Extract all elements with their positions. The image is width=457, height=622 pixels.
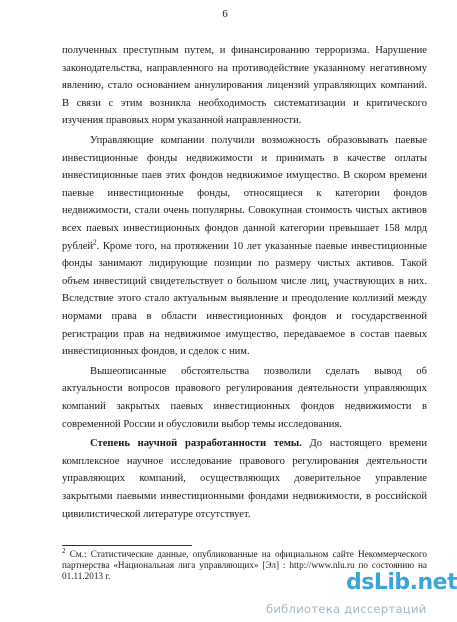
line-text: В связи с этим возникла необходимость систематизации и критического [62,97,427,109]
text-line [62,204,427,218]
footnote-line [62,546,427,560]
line-text: инвестиционных фондов, и сделок с ним. [62,346,250,358]
line-text: паевые инвестиционные фонды, относящиеся к категории фондов [62,187,427,199]
text-line [62,79,427,93]
line-text: закрытыми паевыми инвестиционными фондами недвижимости, в российской [62,491,427,502]
footnote-line: партнерства «Национальная лига управляющих» [Эл] : http://www.nlu.ru по состоянию на [62,560,427,570]
text-line [62,418,342,432]
line-text: . Кроме того, на протяжении 10 лет указанные паевые инвестиционные [96,240,427,252]
text-line [62,472,427,486]
line-text: полученных преступным путем, и финансированию терроризма. Нарушение [62,45,427,56]
text-line [62,187,427,201]
text-line [62,400,427,414]
line-text: регистрации прав на недвижимое имущество, передаваемое в состав паевых [62,328,427,340]
line-text: комплексное научное исследование правового регулирования деятельности [62,455,427,467]
line-text: актуальности вопросов правового регулирования деятельности управляющих [62,383,427,395]
line-text: цивилистической литературе отсутствует. [62,508,251,520]
text-line [62,152,427,166]
line-text: недвижимости, стали очень популярны. Совокупная стоимость чистых активов [62,205,427,217]
text-line [62,328,427,342]
text-line [62,97,427,111]
line-text: современной России и обусловили выбор темы исследования. [62,418,342,430]
footnote-text: См.: Статистические данные, опубликованные на официальном сайте Некоммерческого [65,549,427,559]
watermark [246,570,457,620]
line-text: компаний закрытых паевых инвестиционных фондов недвижимости в [62,401,427,412]
page-number: 6 [222,8,228,20]
text-line [90,365,427,379]
line-text: явлению, стало основанием аннулирования лицензий управляющих компаний. [62,80,427,92]
watermark-subtitle: библиотека диссертаций [266,602,427,616]
text-line [62,292,427,306]
text-line [62,490,427,504]
line-text: рублей [62,240,94,252]
text-line [62,44,427,58]
line-text: инвестиционные паев этих фондов недвижимое имущество. В скором времени [62,170,427,182]
footnote-mark: 2 [62,546,66,555]
line-text: инвестиционные фонды недвижимости и принимать в качестве оплаты [62,152,427,164]
line-text: Вышеописанные обстоятельства позволили сделать вывод об [90,365,427,377]
footnote-reference: 2 [93,238,97,247]
text-line [62,345,250,359]
text-line [62,508,250,522]
footnote-divider [62,545,192,546]
line-text: изучения правовых норм указанной направленности. [62,115,302,127]
text-line [62,222,427,236]
line-text: всех паевых инвестиционных фондов данной категории превышает 158 млрд [62,223,427,234]
line-text: управляющих компаний, осуществляющих доверительное управление [62,473,427,485]
line-text: законодательства, направленного на противодействие указанному негативному [62,62,427,74]
section-heading: Степень научной разработанности темы. [90,438,302,450]
text-line [90,437,427,451]
line-text: объем инвестиций свидетельствует о большом числе лиц, участвующих в них. [62,275,427,287]
text-line [62,310,427,324]
line-text: До настоящего времени [301,438,427,450]
dslib-logo: dsLib.net [346,570,457,595]
line-text: нормами права в области инвестиционных фондов и государственной [62,311,427,322]
text-line [62,257,427,271]
line-text: Управляющие компании получили возможность образовывать паевые [90,135,427,146]
text-line [62,382,427,396]
text-line [62,275,427,289]
text-line [62,169,427,183]
text-line [62,455,427,469]
text-line [62,114,301,128]
footnote-line: 01.11.2013 г. [62,571,111,581]
text-line [62,240,427,254]
line-text: фонды занимают лидирующие позиции по размеру чистых активов. Такой [62,258,427,270]
text-line [90,134,427,148]
text-line [62,62,427,76]
line-text: Вследствие этого стало актуальным выявление и преодоление коллизий между [62,293,427,305]
